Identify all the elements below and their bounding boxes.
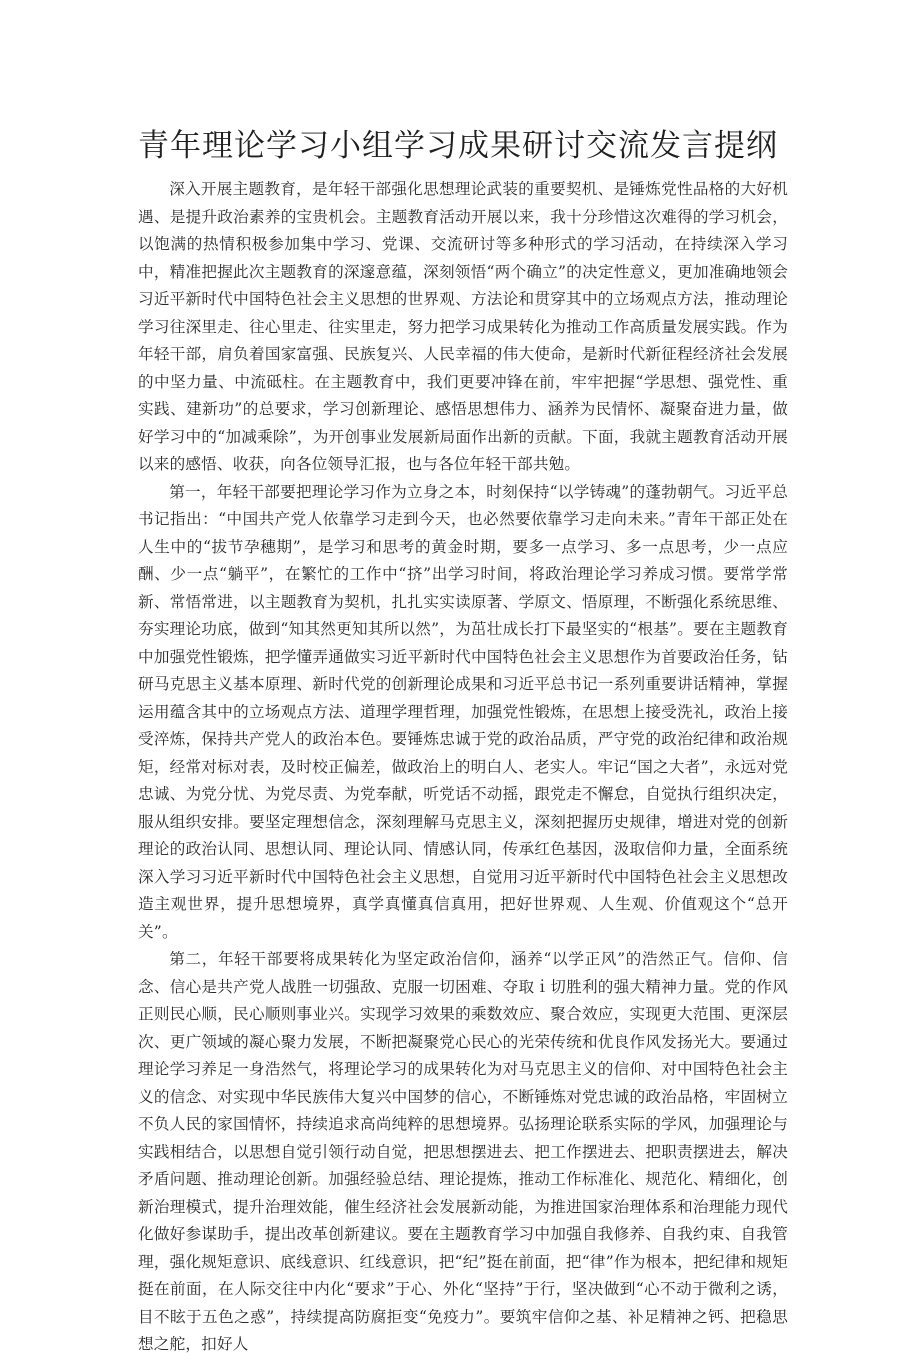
- point-two-paragraph: 第二，年轻干部要将成果转化为坚定政治信仰，涵养“以学正风”的浩然正气。信仰、信念、信心是共产党人战胜一切强敌、克服一切困难、夺取ｉ切胜利的强大精神力量。党的作风正则民心顺，民心顺则事业兴。实现学习效果的乘数效应、聚合效应，实现更大范围、更深层次、更广领域的凝心聚力发展，不断把凝聚党心民心的光荣传统和优良作风发扬光大。要通过理论学习养足一身浩然气，将理论学习的成果转化为对马克思主义的信仰、对中国特色社会主义的信念、对实现中华民族伟大复兴中国梦的信心，不断锤炼对党忠诚的政治品格，牢固树立不负人民的家国情怀，持续追求高尚纯粹的思想境界。弘扬理论联系实际的学风，加强理论与实践相结合，以思想自觉引领行动自觉，把思想摆进去、把工作摆进去、把职责摆进去，解决矛盾问题、推动理论创新。加强经验总结、理论提炼，推动工作标准化、规范化、精细化，创新治理模式，提升治理效能，催生经济社会发展新动能，为推进国家治理体系和治理能力现代化做好参谋助手，提出改革创新建议。要在主题教育学习中加强自我修养、自我约束、自我管理，强化规矩意识、底线意识、红线意识，把“纪”挺在前面，把“律”作为根本，把纪律和规矩挺在前面，在人际交往中内化“要求”于心、外化“坚持”于行，坚决做到“心不动于微利之诱，目不眩于五色之惑”，持续提高防腐拒变“免疫力”。要筑牢信仰之基、补足精神之钙、把稳思想之舵，扣好人: [138, 950, 788, 1353]
- document-body: [138, 176, 788, 1359]
- intro-paragraph: 深入开展主题教育，是年轻干部强化思想理论武装的重要契机、是锤炼党性品格的大好机遇、是提升政治素养的宝贵机会。主题教育活动开展以来，我十分珍惜这次难得的学习机会，以饱满的热情积极参加集中学习、党课、交流研讨等多种形式的学习活动，在持续深入学习中，精准把握此次主题教育的深邃意蕴，深刻领悟“两个确立”的决定性意义，更加准确地领会习近平新时代中国特色社会主义思想的世界观、方法论和贯穿其中的立场观点方法，推动理论学习往深里走、往心里走、往实里走，努力把学习成果转化为推动工作高质量发展实践。作为年轻干部，肩负着国家富强、民族复兴、人民幸福的伟大使命，是新时代新征程经济社会发展的中坚力量、中流砥柱。在主题教育中，我们更要冲锋在前，牢牢把握“学思想、强党性、重实践、建新功”的总要求，学习创新理论、感悟思想伟力、涵养为民情怀、凝聚奋进力量，做好学习中的“加减乘除”，为开创事业发展新局面作出新的贡献。下面，我就主题教育活动开展以来的感悟、收获，向各位领导汇报，也与各位年轻干部共勉。: [138, 180, 788, 473]
- point-one-paragraph: 第一，年轻干部要把理论学习作为立身之本，时刻保持“以学铸魂”的蓬勃朝气。习近平总书记指出：“中国共产党人依靠学习走到今天，也必然要依靠学习走向未来。”青年干部正处在人生中的“拔节孕穗期”，是学习和思考的黄金时期，要多一点学习、多一点思考，少一点应酬、少一点“躺平”，在繁忙的工作中“挤”出学习时间，将政治理论学习养成习惯。要常学常新、常悟常进，以主题教育为契机，扎扎实实读原著、学原文、悟原理，不断强化系统思维、夯实理论功底，做到“知其然更知其所以然”，为茁壮成长打下最坚实的“根基”。要在主题教育中加强党性锻炼，把学懂弄通做实习近平新时代中国特色社会主义思想作为首要政治任务，钻研马克思主义基本原理、新时代党的创新理论成果和习近平总书记一系列重要讲话精神，掌握运用蕴含其中的立场观点方法、道理学理哲理，加强党性锻炼，在思想上接受洗礼，政治上接受淬炼，保持共产党人的政治本色。要锤炼忠诚于党的政治品质，严守党的政治纪律和政治规矩，经常对标对表，及时校正偏差，做政治上的明白人、老实人。牢记“国之大者”，永远对党忠诚、为党分忧、为党尽责、为党奉献，听党话不动摇，跟党走不懈怠，自觉执行组织决定，服从组织安排。要坚定理想信念，深刻理解马克思主义，深刻把握历史规律，增进对党的创新理论的政治认同、思想认同、理论认同、情感认同，传承红色基因，汲取信仰力量，全面系统深入学习习近平新时代中国特色社会主义思想，自觉用习近平新时代中国特色社会主义思想改造主观世界，提升思想境界，真学真懂真信真用，把好世界观、人生观、价值观这个“总开关”。: [138, 482, 788, 941]
- document-title: 青年理论学习小组学习成果研讨交流发言提纲: [138, 128, 778, 164]
